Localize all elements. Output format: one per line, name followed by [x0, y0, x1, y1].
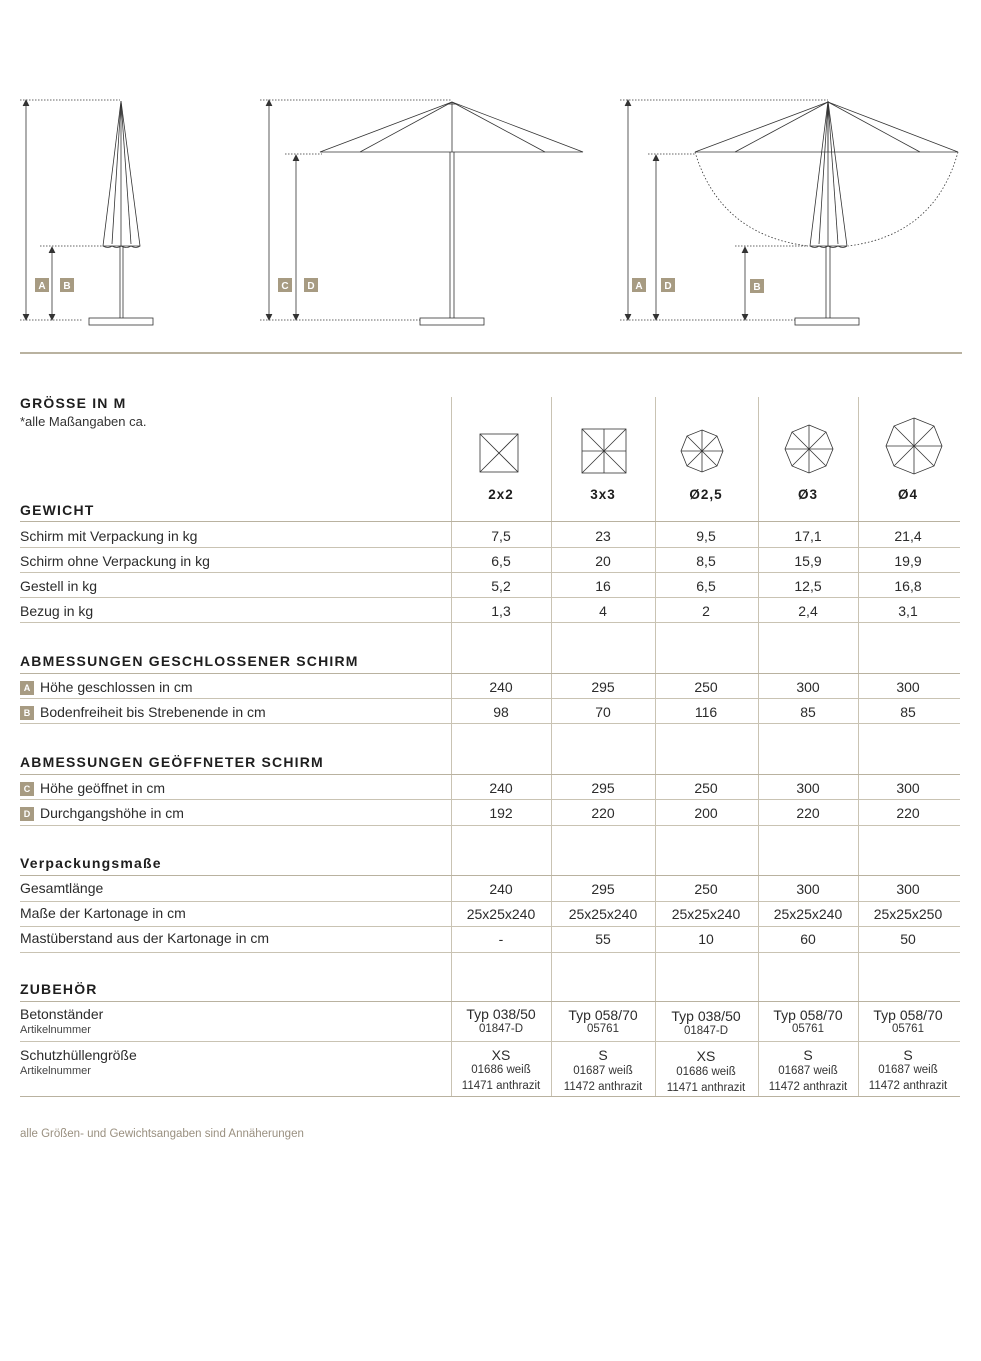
row-rule	[20, 723, 960, 724]
section-rule	[20, 1096, 960, 1097]
umbrella-diagrams	[0, 0, 981, 360]
diagram1-label-a: A	[38, 281, 46, 292]
diagram2-label-c: C	[281, 281, 289, 292]
diagram3-label-b: B	[753, 282, 761, 293]
label-badge: D	[20, 807, 34, 821]
column-header: 2x2	[488, 487, 514, 502]
column-header: 3x3	[590, 487, 616, 502]
column-header: Ø2,5	[689, 487, 723, 502]
footnote: alle Größen- und Gewichtsangaben sind Annäherungen	[20, 1128, 304, 1140]
row-rule	[20, 952, 960, 953]
square-3-icon	[582, 429, 626, 473]
row-rule	[20, 547, 960, 548]
section-title-gewicht: GEWICHT	[20, 502, 95, 518]
section-rule	[20, 875, 960, 876]
row-rule	[20, 799, 960, 800]
column-divider	[655, 397, 656, 1097]
row-rule	[20, 622, 960, 623]
section-rule	[20, 1001, 960, 1002]
diagram1-label-b: B	[63, 281, 71, 292]
section-rule	[20, 673, 960, 674]
diagram3-label-d: D	[664, 281, 672, 292]
section-title-geoeffnet: ABMESSUNGEN GEÖFFNETER SCHIRM	[20, 754, 324, 770]
column-icons	[451, 415, 961, 485]
row-rule	[20, 926, 960, 927]
column-divider	[758, 397, 759, 1097]
column-header: Ø3	[797, 487, 818, 502]
top-rule	[20, 352, 962, 354]
section-rule	[20, 774, 960, 775]
column-header: Ø4	[897, 487, 918, 502]
octagon-2-5-icon	[681, 430, 723, 472]
octagon-3-icon	[785, 425, 833, 473]
row-rule	[20, 698, 960, 699]
row-rule	[20, 1041, 960, 1042]
column-divider	[451, 397, 452, 1097]
row-rule	[20, 572, 960, 573]
section-title-zubehoer: ZUBEHÖR	[20, 981, 98, 997]
diagram2-label-d: D	[307, 281, 315, 292]
row-rule	[20, 597, 960, 598]
section-title-verpackung: Verpackungsmaße	[20, 855, 162, 871]
label-badge: A	[20, 681, 34, 695]
label-badge: B	[20, 706, 34, 720]
octagon-4-icon	[886, 418, 942, 474]
diagram3-label-a: A	[635, 281, 643, 292]
section-rule	[20, 521, 960, 522]
label-badge: C	[20, 782, 34, 796]
row-rule	[20, 825, 960, 826]
section-title-geschlossen: ABMESSUNGEN GESCHLOSSENER SCHIRM	[20, 653, 359, 669]
square-2-icon	[480, 434, 518, 472]
row-rule	[20, 901, 960, 902]
table-note: *alle Maßangaben ca.	[20, 414, 147, 429]
column-divider	[551, 397, 552, 1097]
column-divider	[858, 397, 859, 1097]
table-title: GRÖSSE IN M	[20, 395, 127, 411]
